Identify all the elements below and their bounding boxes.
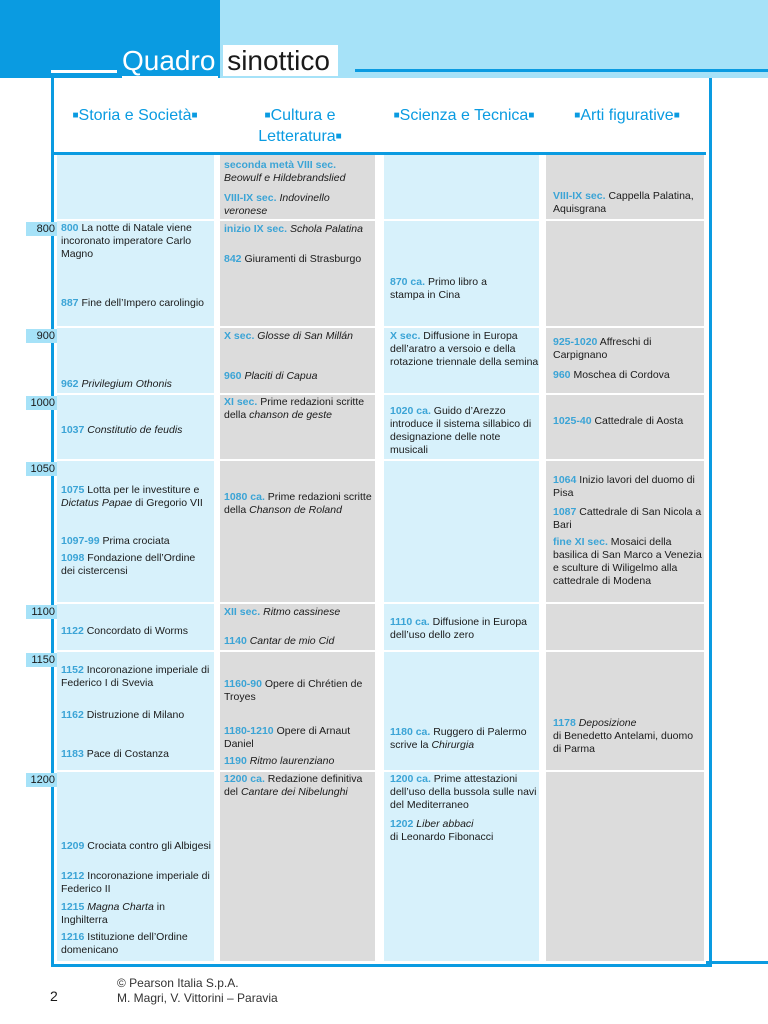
year-marker: 900 bbox=[26, 329, 57, 343]
square-marker-icon: ■ bbox=[335, 131, 342, 142]
entry: 925-1020 Affreschi di Carpignano bbox=[553, 336, 652, 361]
title-part2: sinottico bbox=[223, 45, 338, 76]
row-divider bbox=[54, 650, 706, 652]
entry: 1087 Cattedrale di San Nicola a Bari bbox=[553, 506, 702, 531]
entry: 962 Privilegium Othonis bbox=[61, 378, 172, 390]
entry: 1162 Distruzione di Milano bbox=[61, 709, 185, 721]
entry: 1080 ca. Prime redazioni scritte della Chanson de Roland bbox=[224, 491, 372, 516]
entry: 1183 Pace di Costanza bbox=[61, 748, 170, 760]
year-marker: 1150 bbox=[26, 653, 57, 667]
entry: 1075 Lotta per le investiture e Dictatus Papae di Gregorio VII bbox=[61, 484, 203, 509]
year-marker: 1100 bbox=[26, 605, 57, 619]
year-marker: 1050 bbox=[26, 462, 57, 476]
entry: 960 Moschea di Cordova bbox=[553, 369, 670, 381]
column-header-cultura bbox=[220, 106, 380, 148]
entry: 1064 Inizio lavori del duomo di Pisa bbox=[553, 474, 695, 499]
entry: 1097-99 Prima crociata bbox=[61, 535, 170, 547]
footer-credits bbox=[117, 976, 278, 1006]
entry: 870 ca. Primo libro a stampa in Cina bbox=[390, 276, 487, 301]
entry: seconda metà VIII sec. Beowulf e Hildebrandslied bbox=[224, 159, 346, 184]
authors-text: M. Magri, V. Vittorini – Paravia bbox=[117, 991, 278, 1005]
entry: 1200 ca. Redazione definitiva del Cantare dei Nibelunghi bbox=[224, 773, 363, 798]
frame-top-left bbox=[51, 70, 117, 73]
entry: 1037 Constitutio de feudis bbox=[61, 424, 183, 436]
row-divider bbox=[54, 459, 706, 461]
column-header-label: Storia e Società bbox=[78, 107, 192, 124]
entry: X sec. Glosse di San Millán bbox=[224, 330, 353, 342]
page-number: 2 bbox=[50, 988, 58, 1004]
column-header-label: Cultura e bbox=[270, 107, 336, 124]
copyright-text: © Pearson Italia S.p.A. bbox=[117, 976, 239, 990]
square-marker-icon: ■ bbox=[574, 110, 581, 121]
entry: 1180-1210 Opere di Arnaut Daniel bbox=[224, 725, 351, 750]
entry: X sec. Diffusione in Europa dell’aratro a versoio e della rotazione triennale della semina bbox=[390, 330, 539, 368]
entry: 1215 Magna Charta in Inghilterra bbox=[61, 901, 165, 926]
column-header-arti bbox=[548, 106, 706, 127]
row-divider bbox=[54, 326, 706, 328]
title-part1: Quadro bbox=[122, 45, 216, 76]
square-marker-icon: ■ bbox=[393, 110, 400, 121]
entry: inizio IX sec. Schola Palatina bbox=[224, 223, 363, 235]
entry: 1140 Cantar de mio Cid bbox=[224, 635, 335, 647]
entry: VIII-IX sec. Cappella Palatina, Aquisgrana bbox=[553, 190, 694, 215]
entry: VIII-IX sec. Indovinello veronese bbox=[224, 192, 330, 217]
entry: 1020 ca. Guido d’Arezzo introduce il sistema sillabico di designazione delle note musicali bbox=[390, 405, 532, 456]
year-marker: 1200 bbox=[26, 773, 57, 787]
entry: 1098 Fondazione dell’Ordine dei cistercensi bbox=[61, 552, 196, 577]
entry: XII sec. Ritmo cassinese bbox=[224, 606, 341, 618]
year-marker: 800 bbox=[26, 222, 57, 236]
entry: 1025-40 Cattedrale di Aosta bbox=[553, 415, 684, 427]
entry: 1110 ca. Diffusione in Europa dell’uso dello zero bbox=[390, 616, 528, 641]
row-divider bbox=[54, 393, 706, 395]
entry: 800 La notte di Natale viene incoronato imperatore Carlo Magno bbox=[61, 222, 192, 260]
entry: 1152 Incoronazione imperiale di Federico I di Svevia bbox=[61, 664, 210, 689]
entry: 1202 Liber abbaci di Leonardo Fibonacci bbox=[390, 818, 494, 843]
square-marker-icon: ■ bbox=[673, 110, 680, 121]
entry: 1216 Istituzione dell’Ordine domenicano bbox=[61, 931, 188, 956]
square-marker-icon: ■ bbox=[528, 110, 535, 121]
entry: 1180 ca. Ruggero di Palermo scrive la Chirurgia bbox=[390, 726, 527, 751]
frame-bottom-extension bbox=[706, 961, 768, 964]
column-header-label: Arti figurative bbox=[580, 107, 674, 124]
year-marker: 1000 bbox=[26, 396, 57, 410]
entry: XI sec. Prime redazioni scritte della chanson de geste bbox=[224, 396, 365, 421]
entry: 1122 Concordato di Worms bbox=[61, 625, 189, 637]
row-divider bbox=[54, 770, 706, 772]
entry: 842 Giuramenti di Strasburgo bbox=[224, 253, 362, 265]
entry: 887 Fine dell’Impero carolingio bbox=[61, 297, 205, 309]
page-title bbox=[122, 44, 338, 78]
square-marker-icon: ■ bbox=[264, 110, 271, 121]
entry: 1209 Crociata contro gli Albigesi bbox=[61, 840, 212, 852]
entry: 1160-90 Opere di Chrétien de Troyes bbox=[224, 678, 363, 703]
column-header-scienza bbox=[384, 106, 544, 127]
column-cultura bbox=[220, 155, 375, 961]
row-divider bbox=[54, 219, 706, 221]
entry: 1190 Ritmo laurenziano bbox=[224, 755, 335, 767]
column-header-storia bbox=[60, 106, 210, 127]
entry: fine XI sec. Mosaici della basilica di San Marco a Venezia e sculture di Wiligelmo alla cattedrale di Modena bbox=[553, 536, 702, 587]
frame-top-right bbox=[355, 69, 768, 72]
column-header-label-2: Letteratura bbox=[258, 128, 336, 145]
entry: 1200 ca. Prime attestazioni dell’uso della bussola sulle navi del Mediterraneo bbox=[390, 773, 537, 811]
square-marker-icon: ■ bbox=[72, 110, 79, 121]
square-marker-icon: ■ bbox=[191, 110, 198, 121]
row-divider bbox=[54, 602, 706, 604]
entry: 1212 Incoronazione imperiale di Federico II bbox=[61, 870, 210, 895]
entry: 960 Placiti di Capua bbox=[224, 370, 318, 382]
column-header-label: Scienza e Tecnica bbox=[399, 107, 529, 124]
entry: 1178 Deposizione di Benedetto Antelami, duomo di Parma bbox=[553, 717, 694, 755]
